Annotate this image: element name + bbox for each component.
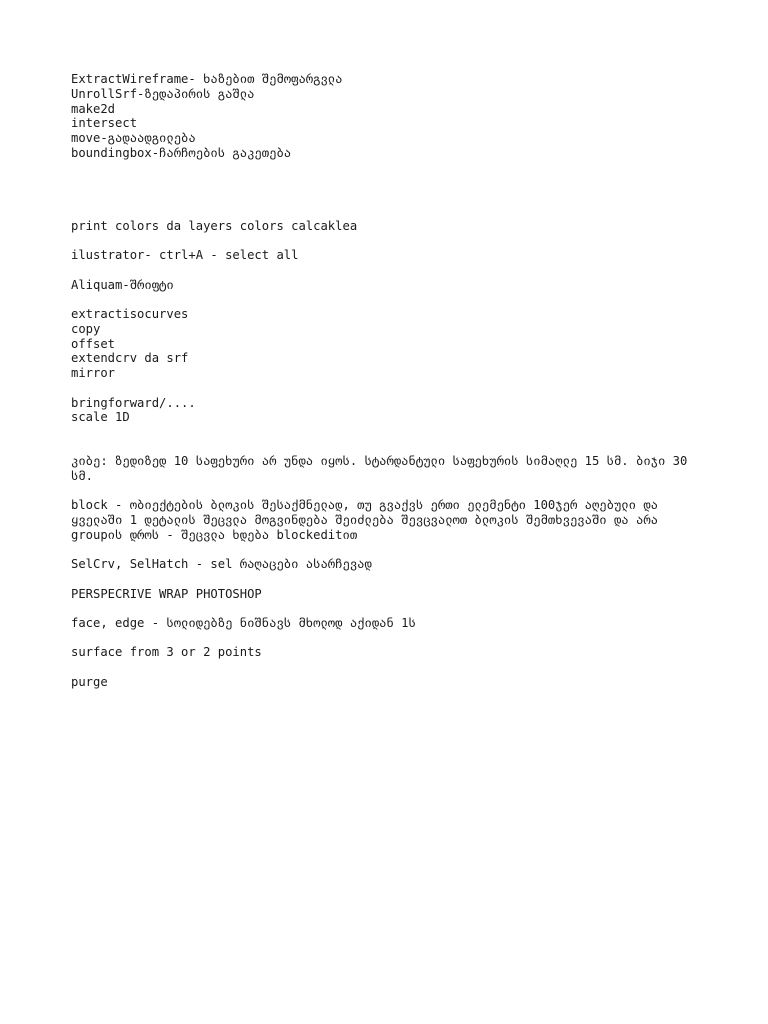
spacer — [71, 292, 701, 307]
text-line-surface: surface from 3 or 2 points — [71, 645, 262, 660]
text-line-aliquam: Aliquam-შრიფტი — [71, 277, 174, 292]
spacer — [71, 161, 701, 219]
text-line-intersect: intersect — [71, 116, 138, 131]
text-line-print-colors: print colors da layers colors calcaklea — [71, 218, 358, 233]
text-paragraph-stairs: კიბე: ზედიზედ 10 საფეხური არ უნდა იყოს. სტარდანტული საფეხურის სიმაღლე 15 სმ. ბიჯი 30 სმ. — [71, 454, 688, 483]
text-line-face-edge: face, edge - სოლიდებზე ნიშნავს მხოლოდ აქიდან 1ს — [71, 616, 416, 631]
spacer — [71, 601, 701, 616]
text-line-extractisocurves: extractisocurves — [71, 306, 189, 321]
text-line-copy: copy — [71, 321, 101, 336]
text-line-offset: offset — [71, 336, 116, 351]
text-line-purge: purge — [71, 674, 108, 689]
text-line-perspective: PERSPECRIVE WRAP PHOTOSHOP — [71, 586, 262, 601]
spacer — [71, 572, 701, 587]
spacer — [71, 484, 701, 499]
text-line-extendcrv: extendcrv da srf — [71, 351, 189, 366]
spacer — [71, 263, 701, 278]
document-body — [71, 72, 701, 690]
text-line-mirror: mirror — [71, 366, 116, 381]
text-line-extract-wireframe: ExtractWireframe- ხაზებით შემოფარგვლა — [71, 72, 343, 86]
spacer — [71, 660, 701, 675]
spacer — [71, 381, 701, 396]
text-line-unrollsrf: UnrollSrf-ზედაპირის გაშლა — [71, 86, 255, 101]
text-line-scale1d: scale 1D — [71, 410, 130, 425]
spacer — [71, 631, 701, 646]
text-line-selcrv: SelCrv, SelHatch - sel რაღაცები ასარჩევად — [71, 557, 372, 572]
text-line-boundingbox: boundingbox-ჩარჩოების გაკეთება — [71, 145, 292, 160]
text-line-make2d: make2d — [71, 101, 116, 116]
spacer — [71, 234, 701, 249]
text-line-bringforward: bringforward/.... — [71, 395, 196, 410]
text-line-illustrator: ilustrator- ctrl+A - select all — [71, 248, 299, 263]
spacer — [71, 543, 701, 558]
text-line-move: move-გადაადგილება — [71, 131, 196, 146]
spacer — [71, 425, 701, 454]
text-paragraph-block: block - ობიექტების ბლოკის შესაქმნელად, თუ გვაქვს ერთი ელემენტი 100ჯერ აღებული და ყველაში 1 დეტალის შეცვლა მოგვინდება შეიძლება შევცვალოთ ბლოკის შემთხვევაში და არა groupის დროს - შეცვლა ხდება blockeditით — [71, 498, 658, 542]
